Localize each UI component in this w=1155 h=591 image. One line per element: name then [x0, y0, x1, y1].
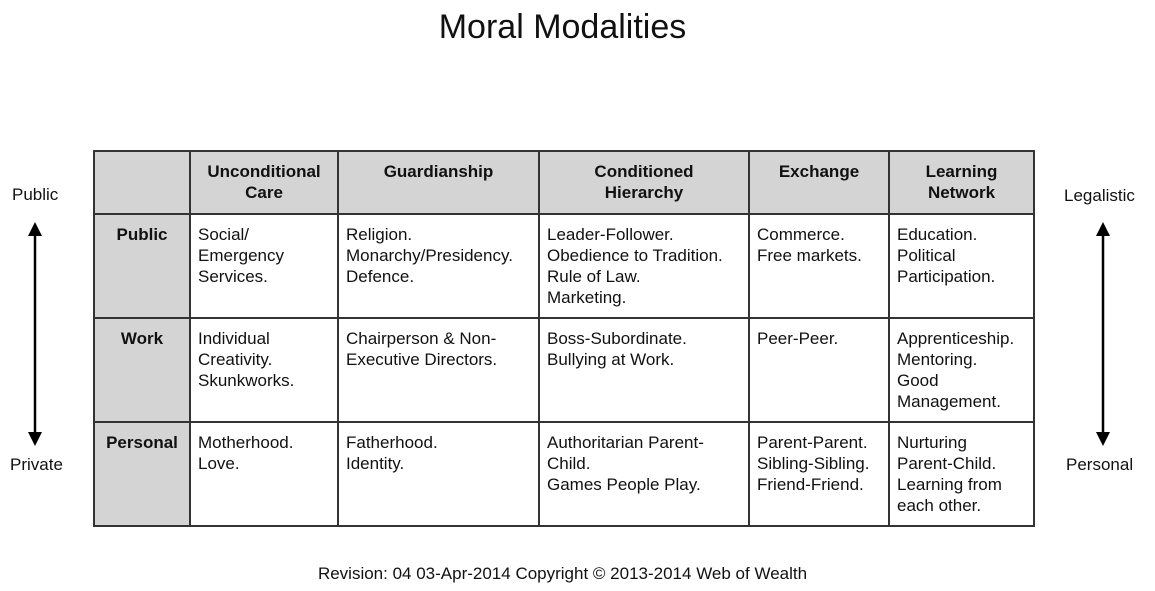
table-cell: Boss-Subordinate. Bullying at Work.	[539, 318, 749, 422]
right-axis-bottom-label: Personal	[1066, 455, 1134, 474]
table-cell: Authoritarian Parent- Child. Games People Play.	[539, 422, 749, 526]
column-header: Conditioned Hierarchy	[539, 151, 749, 214]
table-row	[94, 214, 1034, 318]
column-header: Exchange	[749, 151, 889, 214]
right-axis-top-label: Legalistic	[1064, 186, 1135, 205]
right-double-arrow-icon	[1094, 222, 1112, 446]
table-cell: Education. Political Participation.	[889, 214, 1034, 318]
row-header: Work	[94, 318, 190, 422]
table-cell: Individual Creativity. Skunkworks.	[190, 318, 338, 422]
column-header: Guardianship	[338, 151, 539, 214]
table-row	[94, 318, 1034, 422]
modalities-table	[93, 150, 1035, 527]
left-double-arrow-icon	[26, 222, 44, 446]
table-cell: Commerce. Free markets.	[749, 214, 889, 318]
page-title: Moral Modalities	[438, 8, 687, 46]
table-cell: Peer-Peer.	[749, 318, 889, 422]
header-row	[94, 151, 1034, 214]
column-header: Learning Network	[889, 151, 1034, 214]
table-cell: Chairperson & Non- Executive Directors.	[338, 318, 539, 422]
table-cell: Fatherhood. Identity.	[338, 422, 539, 526]
table-row	[94, 422, 1034, 526]
table-cell: Nurturing Parent-Child. Learning from each other.	[889, 422, 1034, 526]
table-cell: Social/ Emergency Services.	[190, 214, 338, 318]
table-cell: Parent-Parent. Sibling-Sibling. Friend-Friend.	[749, 422, 889, 526]
row-header: Public	[94, 214, 190, 318]
table-cell: Leader-Follower. Obedience to Tradition. Rule of Law. Marketing.	[539, 214, 749, 318]
left-axis-bottom-label: Private	[10, 455, 63, 474]
left-axis-top-label: Public	[12, 185, 59, 204]
revision-footer: Revision: 04 03-Apr-2014 Copyright © 2013-2014 Web of Wealth	[317, 564, 808, 583]
row-header: Personal	[94, 422, 190, 526]
table-cell: Religion. Monarchy/Presidency. Defence.	[338, 214, 539, 318]
corner-cell	[94, 151, 190, 214]
table-cell: Motherhood. Love.	[190, 422, 338, 526]
column-header: Unconditional Care	[190, 151, 338, 214]
table-cell: Apprenticeship. Mentoring. Good Management.	[889, 318, 1034, 422]
